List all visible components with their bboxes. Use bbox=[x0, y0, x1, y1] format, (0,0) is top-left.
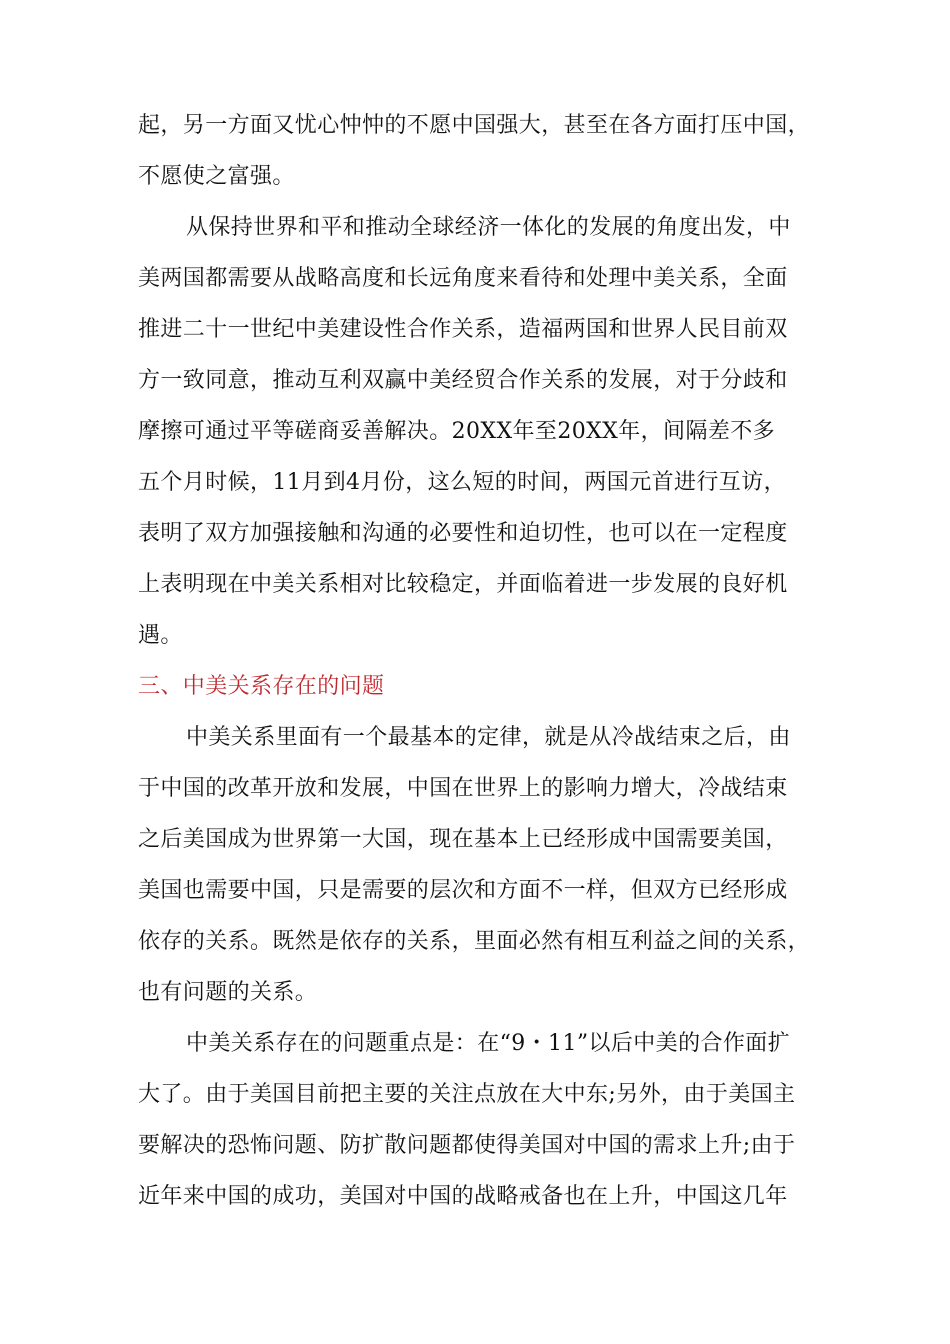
text-line: 于中国的改革开放和发展，中国在世界上的影响力增大，冷战结束 bbox=[138, 776, 788, 801]
text-line: 不愿使之富强。 bbox=[138, 164, 295, 189]
section-heading: 三、中美关系存在的问题 bbox=[138, 674, 385, 699]
text-line: 之后美国成为世界第一大国，现在基本上已经形成中国需要美国， bbox=[138, 827, 788, 852]
text-line: 遇。 bbox=[138, 623, 183, 648]
paragraph-start-line: 从保持世界和平和推动全球经济一体化的发展的角度出发，中 bbox=[186, 215, 791, 240]
text-line: 美国也需要中国，只是需要的层次和方面不一样，但双方已经形成 bbox=[138, 878, 788, 903]
text-line: 依存的关系。既然是依存的关系，里面必然有相互利益之间的关系， bbox=[138, 929, 811, 954]
text-line: 上表明现在中美关系相对比较稳定，并面临着进一步发展的良好机 bbox=[138, 572, 788, 597]
text-line: 起，另一方面又忧心忡忡的不愿中国强大，甚至在各方面打压中国， bbox=[138, 113, 811, 138]
text-line: 推进二十一世纪中美建设性合作关系，造福两国和世界人民目前双 bbox=[138, 317, 788, 342]
paragraph-start-line: 中美关系里面有一个最基本的定律，就是从冷战结束之后，由 bbox=[186, 725, 791, 750]
paragraph-start-line: 中美关系存在的问题重点是：在“9・11”以后中美的合作面扩 bbox=[186, 1031, 791, 1056]
text-line: 摩擦可通过平等磋商妥善解决。20XX年至20XX年，间隔差不多 bbox=[138, 419, 776, 444]
text-line: 美两国都需要从战略高度和长远角度来看待和处理中美关系，全面 bbox=[138, 266, 788, 291]
text-line: 五个月时候，11月到4月份，这么短的时间，两国元首进行互访， bbox=[138, 470, 786, 495]
text-line: 也有问题的关系。 bbox=[138, 980, 318, 1005]
text-line: 要解决的恐怖问题、防扩散问题都使得美国对中国的需求上升;由于 bbox=[138, 1133, 796, 1158]
text-line: 方一致同意，推动互利双赢中美经贸合作关系的发展，对于分歧和 bbox=[138, 368, 788, 393]
text-line: 表明了双方加强接触和沟通的必要性和迫切性，也可以在一定程度 bbox=[138, 521, 788, 546]
text-line: 大了。由于美国目前把主要的关注点放在大中东;另外，由于美国主 bbox=[138, 1082, 796, 1107]
text-line: 近年来中国的成功，美国对中国的战略戒备也在上升，中国这几年 bbox=[138, 1184, 788, 1209]
